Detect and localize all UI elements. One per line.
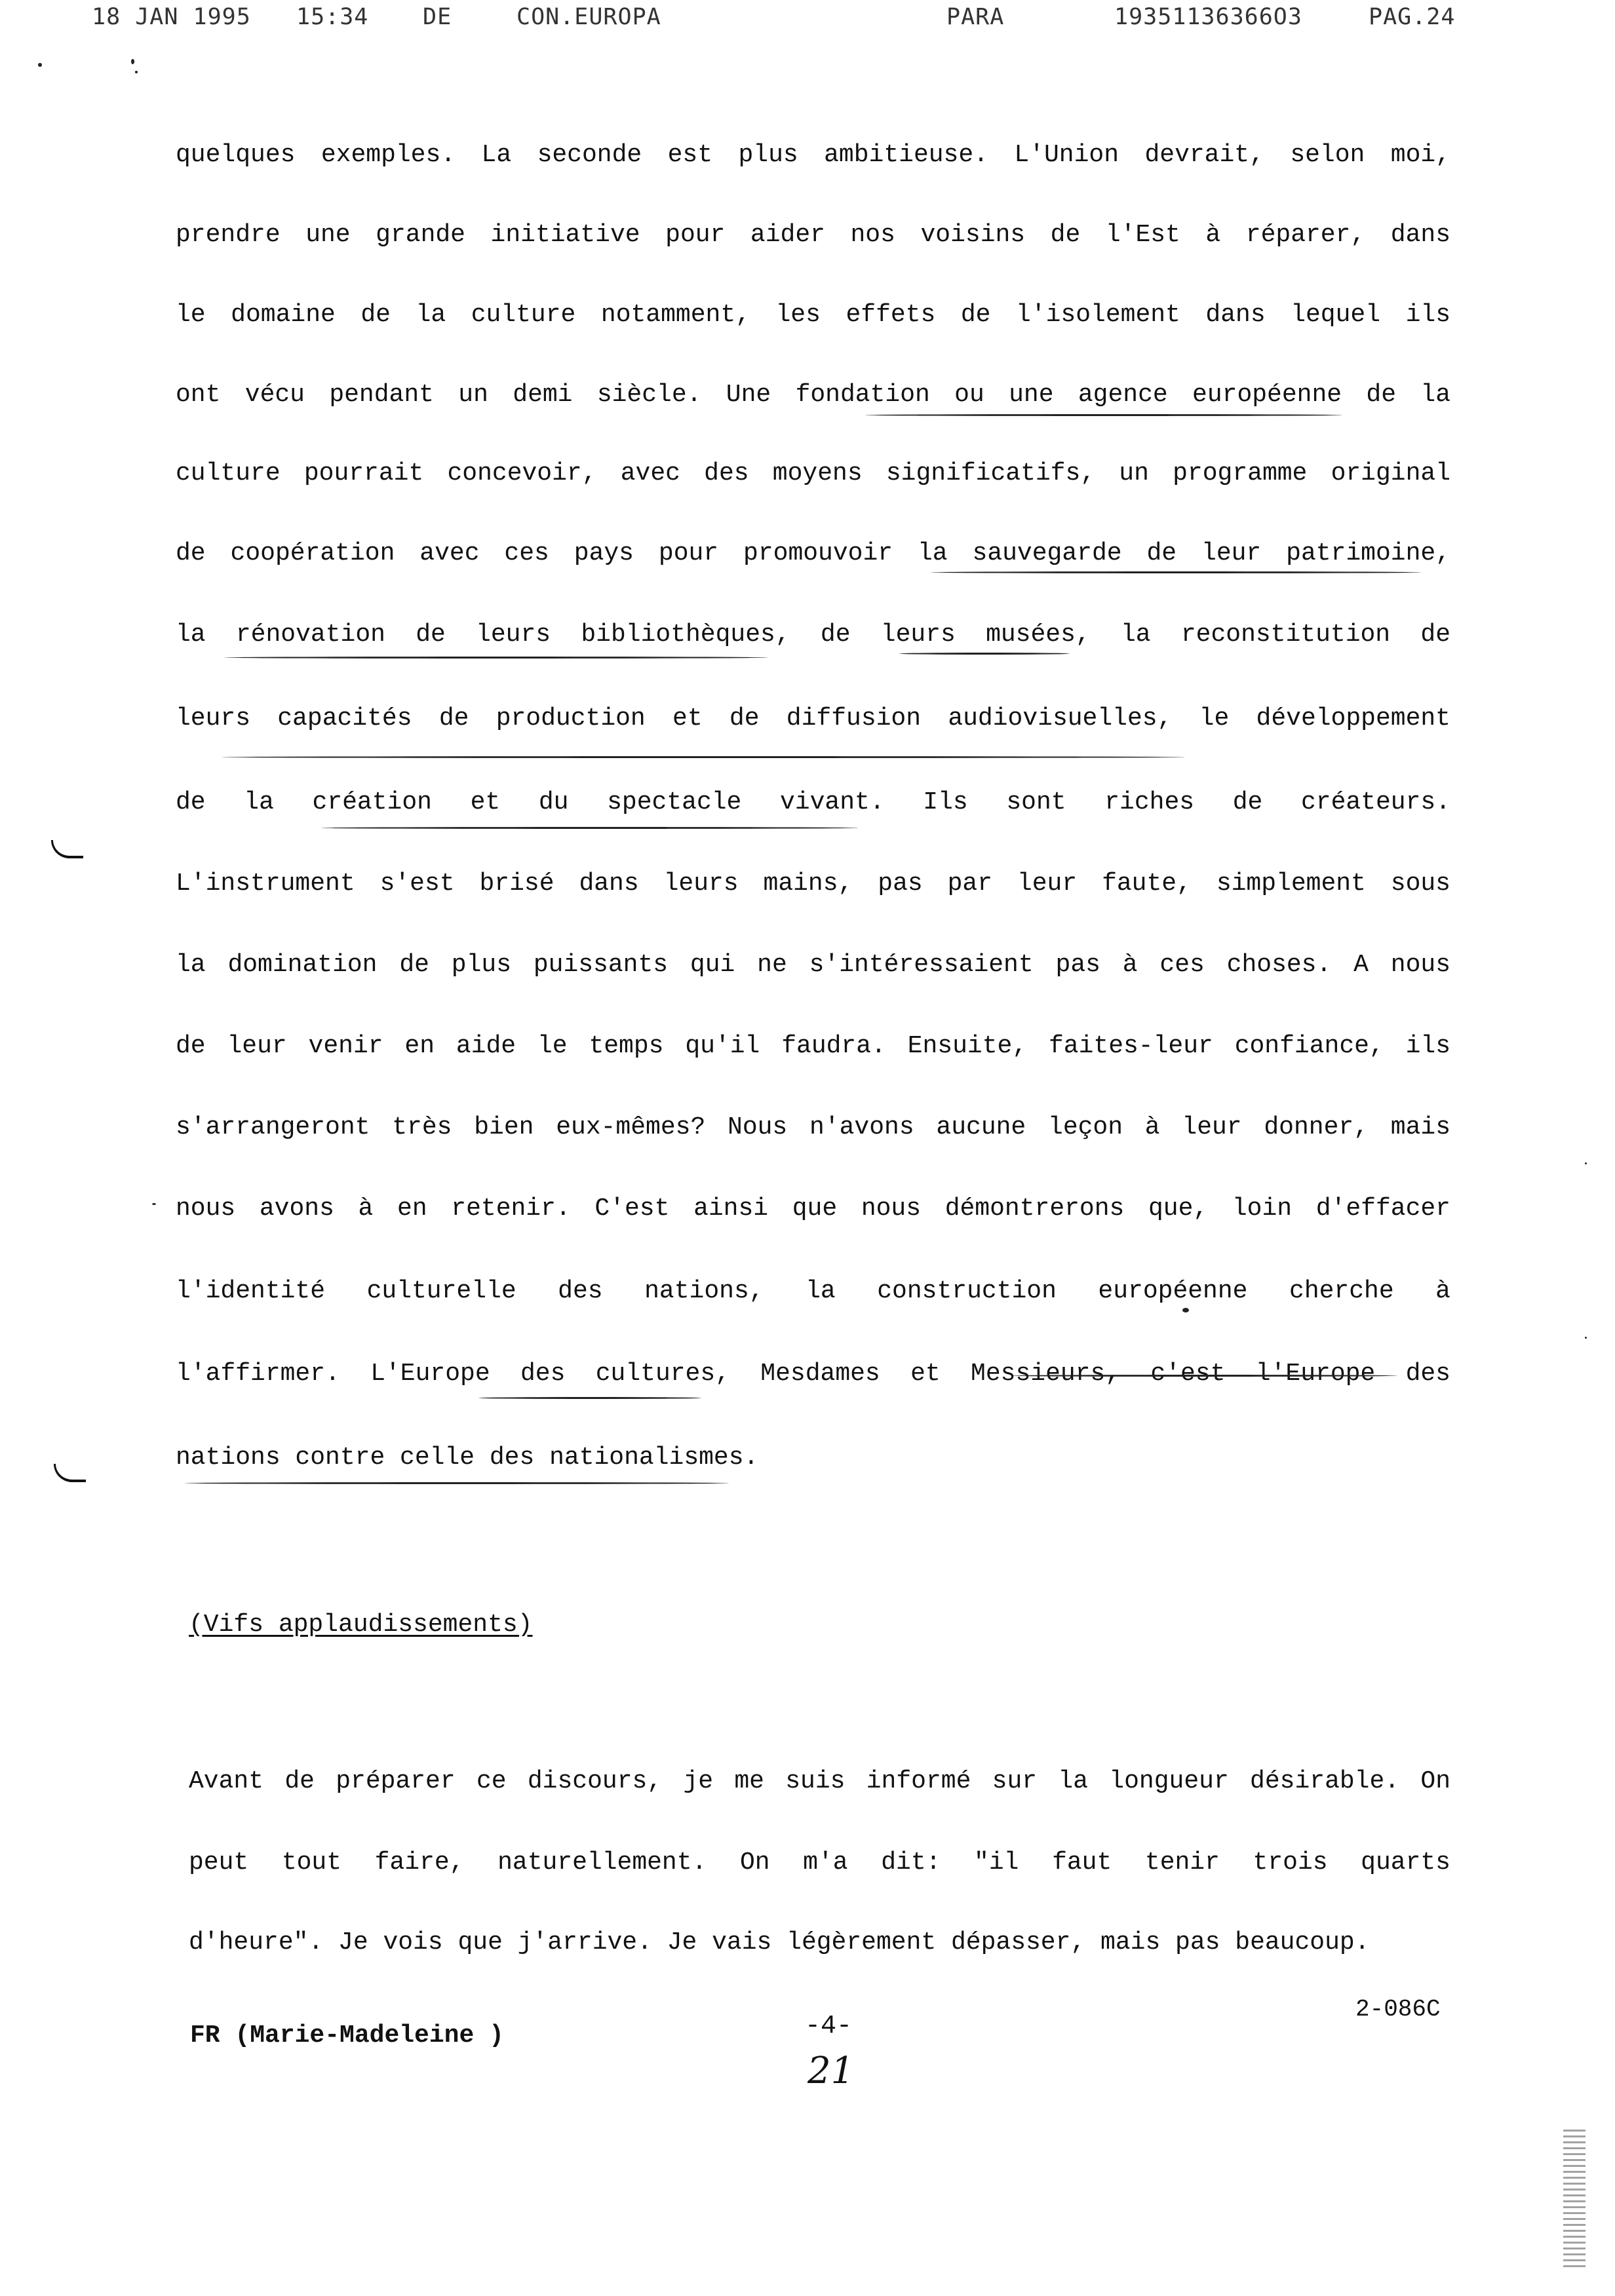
handwritten-underline (1011, 1375, 1397, 1377)
text-line: d'heure". Je vois que j'arrive. Je vais légèrement dépasser, mais pas beaucoup. (189, 1930, 1370, 1955)
scan-speck (135, 71, 138, 73)
text-line: l'identité culturelle des nations, la construction européenne cherche à (176, 1279, 1450, 1304)
text-line: L'instrument s'est brisé dans leurs mains, pas par leur faute, simplement sous (176, 871, 1450, 896)
handwritten-underline (478, 1397, 701, 1399)
text-line: culture pourrait concevoir, avec des moyens significatifs, un programme original (176, 461, 1450, 486)
text-line: nous avons à en retenir. C'est ainsi que nous démontrerons que, loin d'effacer (176, 1196, 1450, 1221)
handwritten-underline (931, 571, 1421, 573)
footer-doc-code: 2-086C (1355, 1996, 1441, 2023)
scan-speck (152, 1203, 156, 1205)
text-line: peut tout faire, naturellement. On m'a dit: "il faut tenir trois quarts (189, 1850, 1450, 1875)
footer-page-number: -4- (805, 2012, 853, 2041)
footer-speaker: FR (Marie-Madeleine ) (190, 2021, 504, 2050)
scan-speck (1182, 1308, 1189, 1312)
margin-check-mark (54, 1464, 86, 1482)
fax-date: 18 JAN 1995 (92, 4, 251, 30)
scan-speck (38, 63, 42, 67)
text-line: nations contre celle des nationalismes. (176, 1445, 759, 1470)
text-line: de leur venir en aide le temps qu'il faudra. Ensuite, faites-leur confiance, ils (176, 1034, 1450, 1059)
text-line: leurs capacités de production et de diffusion audiovisuelles, le développement (176, 706, 1450, 731)
handwritten-underline (899, 653, 1070, 655)
text-line: ont vécu pendant un demi siècle. Une fondation ou une agence européenne de la (176, 383, 1450, 408)
handwritten-underline (865, 414, 1342, 416)
text-line: la rénovation de leurs bibliothèques, de leurs musées, la reconstitution de (176, 622, 1450, 647)
text-line: l'affirmer. L'Europe des cultures, Mesdames et Messieurs, c'est l'Europe des (176, 1362, 1450, 1387)
section-heading: (Vifs applaudissements) (189, 1611, 533, 1639)
text-line: quelques exemples. La seconde est plus ambitieuse. L'Union devrait, selon moi, (176, 143, 1450, 168)
scan-speck (1585, 1162, 1587, 1164)
text-line: Avant de préparer ce discours, je me suis informé sur la longueur désirable. On (189, 1769, 1450, 1794)
scan-speck (131, 59, 134, 64)
handwritten-underline (224, 657, 768, 659)
text-line: de coopération avec ces pays pour promouvoir la sauvegarde de leur patrimoine, (176, 541, 1450, 566)
fax-from-label: DE (423, 4, 452, 30)
scan-speck (1585, 1337, 1587, 1339)
handwritten-underline (321, 827, 859, 829)
fax-number: 19351136366O3 (1114, 4, 1302, 30)
fax-page: PAG.24 (1369, 4, 1456, 30)
text-line: la domination de plus puissants qui ne s'intéressaient pas à ces choses. A nous (176, 953, 1450, 978)
handwritten-page-number: 21 (808, 2050, 855, 2092)
fax-header (0, 4, 1615, 43)
text-line: de la création et du spectacle vivant. Ils sont riches de créateurs. (176, 790, 1450, 815)
handwritten-underline (185, 1482, 729, 1484)
fax-time: 15:34 (296, 4, 369, 30)
fax-sender: CON.EUROPA (516, 4, 661, 30)
scan-edge-noise (1563, 2130, 1586, 2267)
margin-check-mark (51, 840, 83, 858)
handwritten-underline (222, 756, 1185, 758)
fax-to-label: PARA (946, 4, 1005, 30)
text-line: prendre une grande initiative pour aider nos voisins de l'Est à réparer, dans (176, 223, 1450, 248)
text-line: s'arrangeront très bien eux-mêmes? Nous n'avons aucune leçon à leur donner, mais (176, 1115, 1450, 1140)
text-line: le domaine de la culture notamment, les effets de l'isolement dans lequel ils (176, 303, 1450, 328)
